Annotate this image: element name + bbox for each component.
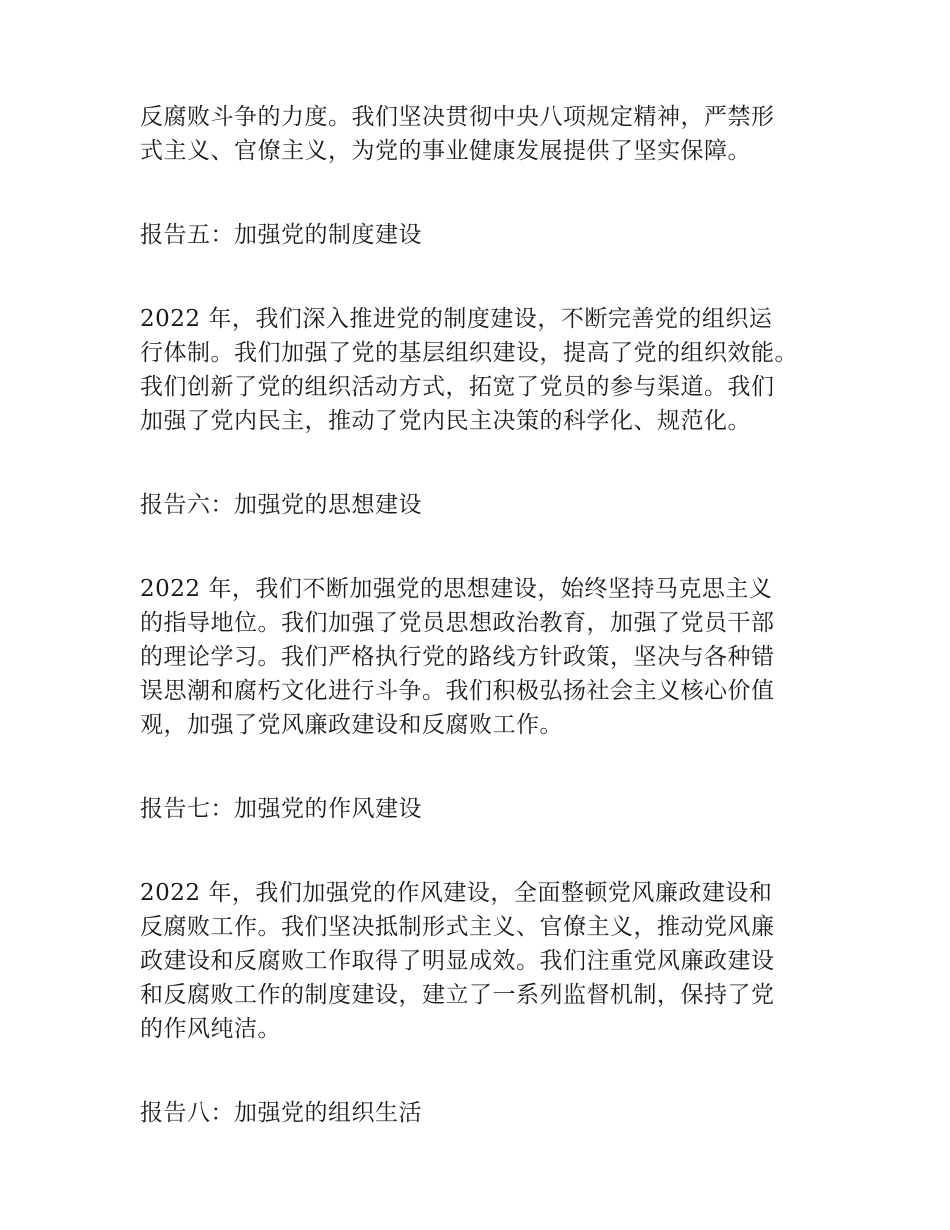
text-line: 加强了党内民主，推动了党内民主决策的科学化、规范化。 <box>140 408 751 434</box>
text-line: 式主义、官僚主义，为党的事业健康发展提供了坚实保障。 <box>140 138 751 164</box>
text-line: 2022 年，我们加强党的作风建设，全面整顿党风廉政建设和 <box>140 880 773 906</box>
document-page <box>140 100 820 1130</box>
text-line: 反腐败工作。我们坚决抵制形式主义、官僚主义，推动党风廉 <box>140 914 775 940</box>
text-line: 的作风纯洁。 <box>140 1016 281 1042</box>
text-line: 的理论学习。我们严格执行党的路线方针政策，坚决与各种错 <box>140 644 775 670</box>
section-heading-report-5: 报告五：加强党的制度建设 <box>140 222 422 248</box>
text-line: 误思潮和腐朽文化进行斗争。我们积极弘扬社会主义核心价值 <box>140 678 775 704</box>
text-line: 观，加强了党风廉政建设和反腐败工作。 <box>140 712 563 738</box>
paragraph-report-5 <box>140 302 820 438</box>
text-line: 2022 年，我们深入推进党的制度建设，不断完善党的组织运 <box>140 306 773 332</box>
section-heading-report-6: 报告六：加强党的思想建设 <box>140 492 422 518</box>
text-line: 行体制。我们加强了党的基层组织建设，提高了党的组织效能。 <box>140 340 798 366</box>
section-heading-report-7: 报告七：加强党的作风建设 <box>140 796 422 822</box>
paragraph-report-7 <box>140 876 820 1046</box>
text-line: 2022 年，我们不断加强党的思想建设，始终坚持马克思主义 <box>140 576 773 602</box>
paragraph-report-6 <box>140 572 820 742</box>
text-line: 反腐败斗争的力度。我们坚决贯彻中央八项规定精神，严禁形 <box>140 104 775 130</box>
text-line: 我们创新了党的组织活动方式，拓宽了党员的参与渠道。我们 <box>140 374 775 400</box>
text-line: 政建设和反腐败工作取得了明显成效。我们注重党风廉政建设 <box>140 948 775 974</box>
section-heading-report-8: 报告八：加强党的组织生活 <box>140 1100 422 1126</box>
text-line: 和反腐败工作的制度建设，建立了一系列监督机制，保持了党 <box>140 982 775 1008</box>
text-line: 的指导地位。我们加强了党员思想政治教育，加强了党员干部 <box>140 610 775 636</box>
paragraph-continuation <box>140 100 820 168</box>
